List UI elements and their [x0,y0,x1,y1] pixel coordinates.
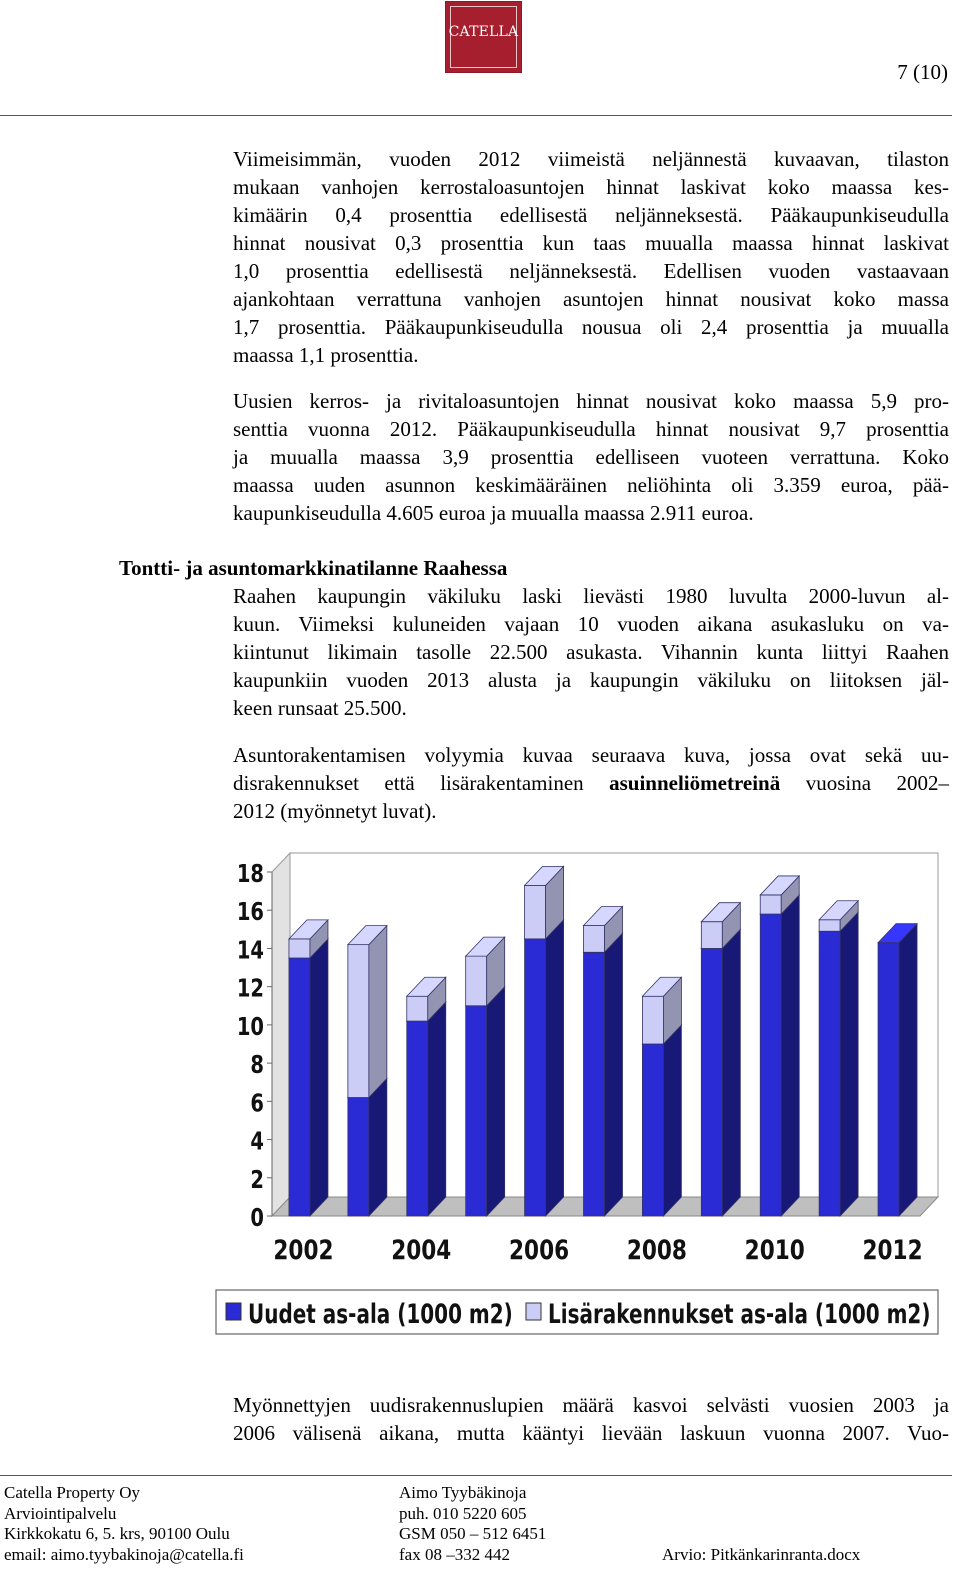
bar-extension [525,885,546,939]
legend-swatch [226,1303,241,1320]
bar-extension [348,945,369,1098]
footer-filename: Arvio: Pitkänkarinranta.docx [662,1545,861,1564]
bar-new [525,939,546,1216]
logo-text: CATELLA [448,24,519,40]
footer-divider [0,1475,952,1476]
bar-new [289,958,310,1216]
chart-side-wall [272,853,290,1216]
x-tick-label: 2004 [391,1233,452,1266]
bar-new-side [722,929,740,1216]
bar-new-side [428,1002,446,1216]
bar-new-side [663,1025,681,1216]
bar-new-side [605,933,623,1216]
legend-label: Uudet as-ala (1000 m2) [248,1297,513,1330]
bar-new [878,943,899,1216]
bar-new-side [487,987,505,1216]
y-tick-label: 10 [236,1012,264,1042]
bar-extension [584,926,605,953]
bold-term: asuinneliömetreinä [609,771,781,795]
chart-svg [214,842,944,1342]
bar-new-side [781,895,799,1216]
construction-chart [214,842,944,1342]
bar-new-side [310,939,328,1216]
bar-extension [407,996,428,1021]
bar-extension [701,922,722,949]
bar-new [584,952,605,1216]
x-tick-label: 2002 [273,1233,334,1266]
x-tick-label: 2008 [626,1233,687,1266]
bar-new-side [546,920,564,1216]
x-tick-label: 2010 [744,1233,805,1266]
y-tick-label: 14 [236,936,264,966]
paragraph-prices-new: Uusien kerros- ja rivitaloasuntojen hinnat nousivat koko maassa 5,9 pro- senttia vuonna 2012. Pääkaupunkiseudulla hinnat nousivat 9,7 prosenttia ja muualla maassa 3,9 prosenttia edelliseen vuoteen verrattuna. Koko maassa uuden asunnon keskimääräinen neliöhinta oli 3.359 euroa, pää- kaupunkiseudulla 4.605 euroa ja muualla maassa 2.911 euroa. [233,389,949,525]
paragraph-prices-old: Viimeisimmän, vuoden 2012 viimeistä neljännestä kuvaavan, tilaston mukaan vanhojen kerrostaloasuntojen hinnat laskivat koko maassa kes- kimäärin 0,4 prosenttia edellisestä neljänneksestä. Pääkaupunkiseudulla hinnat nousivat 0,3 prosenttia kun taas muualla maassa hinnat laskivat 1,0 prosenttia edellisestä neljänneksestä. Edellisen vuoden vastaavaan ajankohtaan verrattuna vanhojen asuntojen hinnat nousivat koko massa 1,7 prosenttia. Pääkaupunkiseudulla nousua oli 2,4 prosenttia ja muualla maassa 1,1 prosenttia. [233,147,949,367]
header-divider [0,115,952,116]
x-tick-label: 2006 [509,1233,570,1266]
x-tick-label: 2012 [862,1233,923,1266]
bar-extension [642,996,663,1044]
paragraph-construction: Asuntorakentamisen volyymia kuvaa seuraava kuva, jossa ovat sekä uu- disrakennukset että lisärakentaminen asuinneliömetreinä vuosina 2002– 2012 (myönnetyt luvat). [233,743,949,823]
page-number: 7 (10) [897,60,948,84]
paragraph-population: Raahen kaupungin väkiluku laski lievästi 1980 luvulta 2000-luvun al- kuun. Viimeksi kuluneiden vajaan 10 vuoden aikana asukasluku on va- kiintunut likimain tasolle 22.500 asukasta. Vihannin kunta liittyi Raahen kaupunkiin vuoden 2013 alusta ja kaupungin väkiluku on liitoksen jäl- keen runsaat 25.500. [233,584,949,720]
bar-extension [760,895,781,914]
y-tick-label: 16 [236,897,264,927]
bar-new [760,914,781,1216]
bar-new [642,1044,663,1216]
bar-extension [289,939,310,958]
bar-new [466,1006,487,1216]
bar-extension [466,956,487,1006]
y-tick-label: 4 [250,1127,264,1157]
bar-new [407,1021,428,1216]
y-tick-label: 6 [250,1089,264,1119]
bar-new [819,931,840,1216]
bar-extension-side [369,926,387,1098]
y-tick-label: 18 [236,859,264,889]
y-tick-label: 2 [250,1165,264,1195]
bar-new-side [899,924,917,1216]
y-tick-label: 0 [250,1203,264,1233]
bar-new-side [840,912,858,1216]
section-heading: Tontti- ja asuntomarkkinatilanne Raahessa [119,556,508,580]
footer-contact: Aimo Tyybäkinoja puh. 010 5220 605 GSM 050 – 512 6451 fax 08 –332 442 [399,1483,547,1564]
legend-swatch [526,1303,541,1320]
bar-extension [819,920,840,931]
footer-company: Catella Property Oy Arviointipalvelu Kirkkokatu 6, 5. krs, 90100 Oulu email: aimo.tyybakinoja@catella.fi [4,1483,244,1564]
bar-new-side [369,1079,387,1216]
bar-new [348,1098,369,1216]
bar-new [701,948,722,1216]
catella-logo [445,1,522,73]
paragraph-permits: Myönnettyjen uudisrakennuslupien määrä kasvoi selvästi vuosien 2003 ja 2006 välisenä aikana, mutta kääntyi lievään laskuun vuonna 2007. Vuo- [233,1393,949,1445]
y-tick-label: 8 [250,1050,264,1080]
legend-label: Lisärakennukset as-ala (1000 m2) [548,1297,931,1330]
footer-email[interactable]: email: aimo.tyybakinoja@catella.fi [4,1544,244,1564]
y-tick-label: 12 [236,974,264,1004]
